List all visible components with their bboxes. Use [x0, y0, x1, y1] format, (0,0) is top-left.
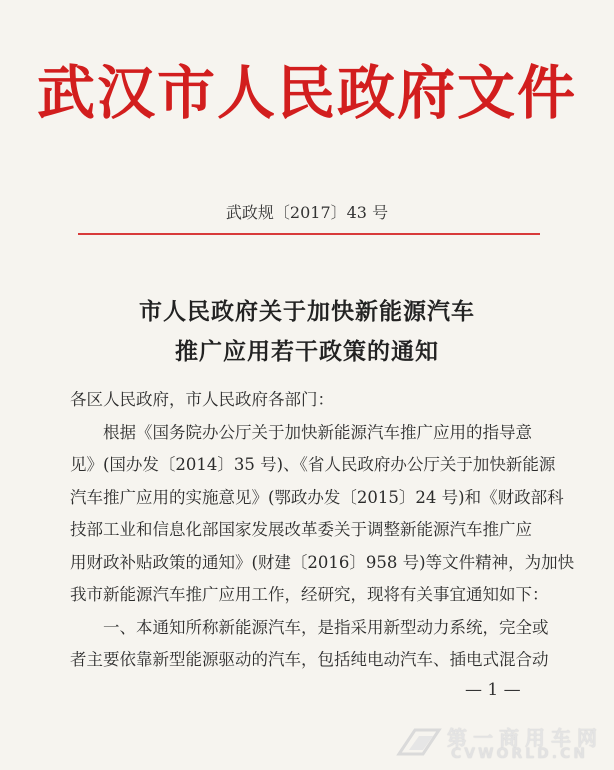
body-line: 见》(国办发〔2014〕35 号)、《省人民政府办公厅关于加快新能源	[70, 455, 556, 474]
red-divider-rule	[78, 233, 540, 235]
body-line: 根据《国务院办公厅关于加快新能源汽车推广应用的指导意	[103, 422, 532, 442]
truck-logo-icon	[395, 724, 443, 760]
document-subject	[0, 292, 614, 372]
subject-line-1: 市人民政府关于加快新能源汽车	[139, 298, 475, 325]
body-line: 一、本通知所称新能源汽车，是指采用新型动力系统，完全或	[103, 617, 549, 637]
body-line: 我市新能源汽车推广应用工作，经研究，现将有关事宜通知如下：	[70, 585, 549, 604]
document-number: 武政规〔2017〕43 号	[225, 203, 389, 222]
body-line: 汽车推广应用的实施意见》(鄂政办发〔2015〕24 号)和《财政部科	[70, 487, 564, 507]
document-body	[70, 384, 575, 677]
subject-line-2: 推广应用若干政策的通知	[175, 338, 439, 365]
body-line: 用财政补贴政策的通知》(财建〔2016〕958 号)等文件精神，为加快	[70, 552, 575, 572]
page-number: — 1 —	[465, 680, 521, 700]
watermark-url: CVWORLD.CN	[451, 746, 589, 762]
document-header-title: 武汉市人民政府文件	[36, 59, 577, 127]
watermark-site-name: 第一商用车网	[447, 726, 603, 750]
site-watermark	[395, 722, 610, 764]
body-line: 技部工业和信息化部国家发展改革委关于调整新能源汽车推广应	[70, 520, 532, 539]
body-line: 者主要依靠新型能源驱动的汽车，包括纯电动汽车、插电式混合动	[70, 650, 549, 669]
salutation: 各区人民政府，市人民政府各部门：	[70, 390, 334, 409]
